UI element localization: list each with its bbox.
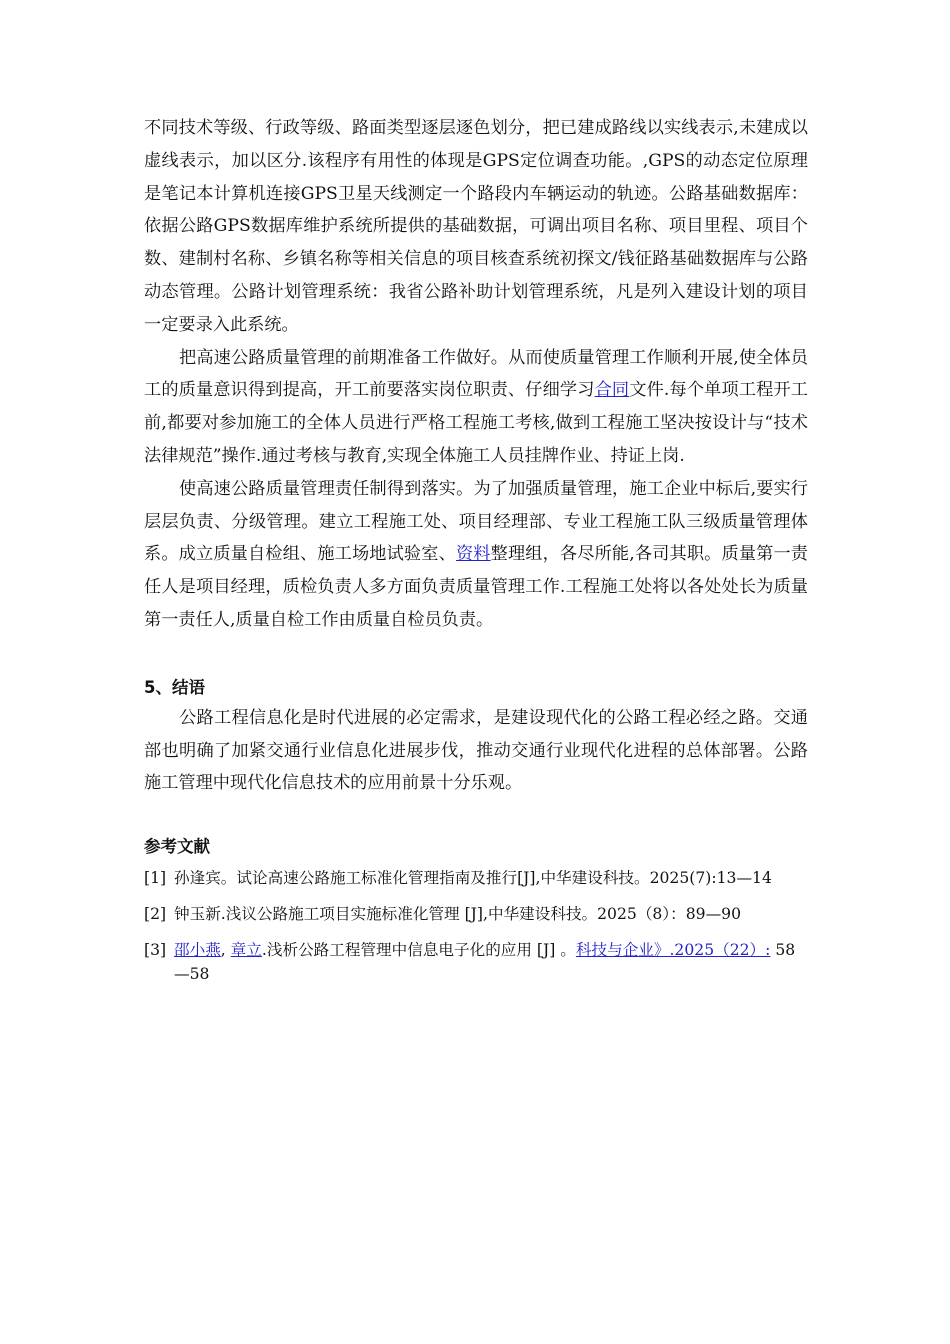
reference-item-2 bbox=[144, 902, 808, 926]
journal-link[interactable]: 科技与企业》.2025（22）: bbox=[575, 941, 771, 960]
paragraph-2-text-b: 文件.每个单项工程开工前,都要对参加施工的全体人员进行严格工程施工考核,做到工程施工坚决按设计与“技术法律规范”操作.通过考核与教育,实现全体施工人员挂牌作业、持证上岗. bbox=[144, 380, 808, 466]
conclusion-paragraph: 公路工程信息化是时代进展的必定需求，是建设现代化的公路工程必经之路。交通部也明确了加紧交通行业信息化进展步伐，推动交通行业现代化进程的总体部署。公路施工管理中现代化信息技术的应用前景十分乐观。 bbox=[144, 707, 808, 794]
reference-number: [3] bbox=[144, 941, 167, 960]
paragraph-2-text-a: 把高速公路质量管理的前期准备工作做好。从而使质量管理工作顺利开展,使全体员工的质量意识得到提高，开工前要落实岗位职责、仔细学习 bbox=[144, 347, 808, 401]
author-link-zhang[interactable]: 章立 bbox=[230, 941, 262, 960]
reference-number: [1] bbox=[144, 869, 167, 888]
reference-text bbox=[174, 938, 808, 986]
author-separator: , bbox=[220, 941, 231, 960]
conclusion-heading: 5、结语 bbox=[144, 677, 205, 697]
references-heading: 参考文献 bbox=[144, 837, 210, 857]
document-page bbox=[144, 112, 808, 998]
body-paragraph-2 bbox=[144, 342, 808, 473]
paragraph-3-text-a: 使高速公路质量管理责任制得到落实。为了加强质量管理，施工企业中标后,要实行层层负责、分级管理。建立工程施工处、项目经理部、专业工程施工队三级质量管理体系。成立质量自检组、施工场地试验室、 bbox=[144, 478, 808, 565]
reference-text: 孙逢宾。试论高速公路施工标准化管理指南及推行[J],中华建设科技。2025(7):13—14 bbox=[174, 869, 772, 888]
reference-text: 钟玉新.浅议公路施工项目实施标准化管理 [J],中华建设科技。2025（8）：89—90 bbox=[174, 905, 741, 924]
body-paragraph-1: 不同技术等级、行政等级、路面类型逐层逐色划分，把已建成路线以实线表示,未建成以虚线表示，加以区分.该程序有用性的体现是GPS定位调查功能。,GPS的动态定位原理是笔记本计算机连接GPS卫星天线测定一个路段内车辆运动的轨迹。公路基础数据库：依据公路GPS数据库维护系统所提供的基础数据，可调出项目名称、项目里程、项目个数、建制村名称、乡镇名称等相关信息的项目核查系统初探文/钱征路基础数据库与公路动态管理。公路计划管理系统：我省公路补助计划管理系统，凡是列入建设计划的项目一定要录入此系统。 bbox=[144, 118, 808, 335]
reference-list bbox=[144, 866, 808, 986]
materials-link[interactable]: 资料 bbox=[455, 544, 491, 565]
body-paragraph-3 bbox=[144, 473, 808, 637]
author-link-shao[interactable]: 邵小燕 bbox=[174, 941, 221, 960]
reference-number: [2] bbox=[144, 905, 167, 924]
reference-pages: 58—58 bbox=[174, 941, 796, 984]
paragraph-3-text-b: 整理组，各尽所能,各司其职。质量第一责任人是项目经理，质检负责人多方面负责质量管理工作.工程施工处将以各处处长为质量第一责任人,质量自检工作由质量自检员负责。 bbox=[144, 544, 808, 630]
reference-item-3 bbox=[144, 938, 808, 986]
reference-item-1 bbox=[144, 866, 808, 890]
contract-link[interactable]: 合同 bbox=[594, 380, 630, 401]
reference-title: .浅析公路工程管理中信息电子化的应用 [J] 。 bbox=[261, 941, 576, 960]
